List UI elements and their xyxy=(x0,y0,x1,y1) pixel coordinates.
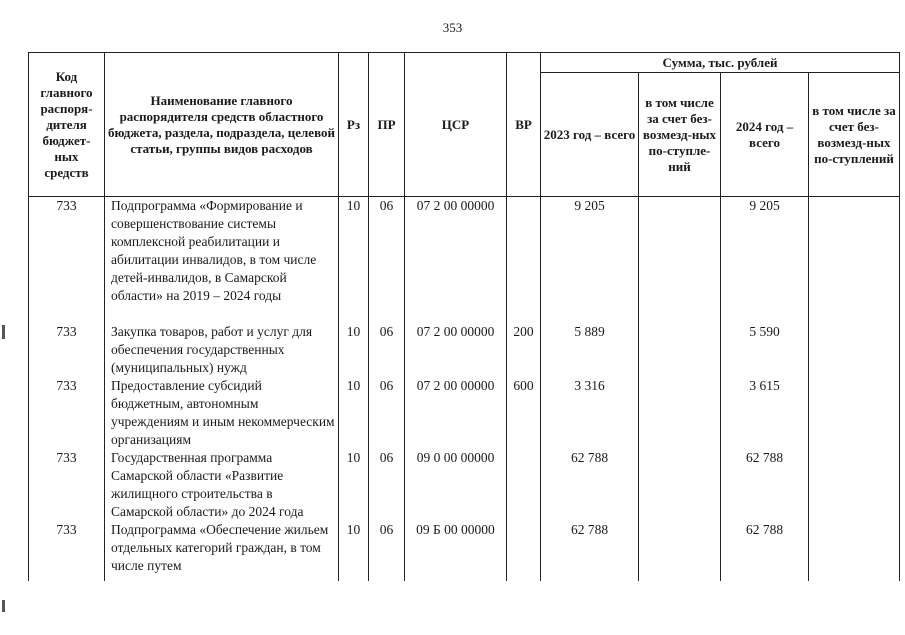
cell-2023-free xyxy=(639,323,721,377)
header-code: Код главного распоря-дителя бюджет-ных средств xyxy=(29,53,105,197)
cell-2023-total: 62 788 xyxy=(541,449,639,521)
cell-rz: 10 xyxy=(339,377,369,449)
header-csr: ЦСР xyxy=(405,53,507,197)
cell-2023-free xyxy=(639,521,721,581)
cell-2023-free xyxy=(639,377,721,449)
cell-2023-total: 5 889 xyxy=(541,323,639,377)
header-2024-free: в том числе за счет без-возмезд-ных по-ступлений xyxy=(809,73,900,197)
cell-2023-free xyxy=(639,197,721,323)
header-rz: Рз xyxy=(339,53,369,197)
cell-csr: 07 2 00 00000 xyxy=(405,323,507,377)
scan-mark xyxy=(2,600,5,612)
cell-2023-total: 62 788 xyxy=(541,521,639,581)
cell-2024-free xyxy=(809,377,900,449)
cell-2024-total: 3 615 xyxy=(721,377,809,449)
header-2023-total: 2023 год – всего xyxy=(541,73,639,197)
header-vr: ВР xyxy=(507,53,541,197)
cell-2024-total: 5 590 xyxy=(721,323,809,377)
cell-code: 733 xyxy=(29,323,105,377)
budget-table xyxy=(28,52,900,581)
table-row xyxy=(29,377,900,449)
cell-2024-free xyxy=(809,323,900,377)
page-number: 353 xyxy=(442,20,463,35)
cell-name: Государственная программа Самарской области «Развитие жилищного строительства в Самарской области» до 2024 года xyxy=(105,449,339,521)
cell-2023-total: 9 205 xyxy=(541,197,639,323)
cell-rz: 10 xyxy=(339,449,369,521)
cell-pr: 06 xyxy=(369,197,405,323)
cell-2023-free xyxy=(639,449,721,521)
cell-csr: 07 2 00 00000 xyxy=(405,197,507,323)
cell-code: 733 xyxy=(29,197,105,323)
cell-vr xyxy=(507,449,541,521)
cell-2024-free xyxy=(809,521,900,581)
table-row xyxy=(29,197,900,323)
header-sum: Сумма, тыс. рублей xyxy=(541,53,900,73)
scan-mark xyxy=(2,325,5,339)
cell-2024-free xyxy=(809,197,900,323)
cell-name: Предоставление субсидий бюджетным, автономным учреждениям и иным некоммерческим организациям xyxy=(105,377,339,449)
table-row xyxy=(29,449,900,521)
cell-csr: 09 0 00 00000 xyxy=(405,449,507,521)
table-row xyxy=(29,521,900,581)
cell-vr xyxy=(507,197,541,323)
cell-vr: 200 xyxy=(507,323,541,377)
cell-csr: 07 2 00 00000 xyxy=(405,377,507,449)
header-name: Наименование главного распорядителя средств областного бюджета, раздела, подраздела, целевой статьи, группы видов расходов xyxy=(105,53,339,197)
header-2024-total: 2024 год – всего xyxy=(721,73,809,197)
header-2023-free: в том числе за счет без-возмезд-ных по-ступле-ний xyxy=(639,73,721,197)
cell-pr: 06 xyxy=(369,323,405,377)
header-pr: ПР xyxy=(369,53,405,197)
cell-csr: 09 Б 00 00000 xyxy=(405,521,507,581)
cell-name: Подпрограмма «Обеспечение жильем отдельных категорий граждан, в том числе путем xyxy=(105,521,339,581)
cell-pr: 06 xyxy=(369,521,405,581)
cell-pr: 06 xyxy=(369,449,405,521)
cell-code: 733 xyxy=(29,521,105,581)
cell-pr: 06 xyxy=(369,377,405,449)
cell-2024-total: 62 788 xyxy=(721,449,809,521)
cell-name: Закупка товаров, работ и услуг для обеспечения государственных (муниципальных) нужд xyxy=(105,323,339,377)
cell-rz: 10 xyxy=(339,323,369,377)
cell-rz: 10 xyxy=(339,521,369,581)
cell-code: 733 xyxy=(29,449,105,521)
cell-rz: 10 xyxy=(339,197,369,323)
cell-2024-total: 62 788 xyxy=(721,521,809,581)
cell-vr: 600 xyxy=(507,377,541,449)
cell-name: Подпрограмма «Формирование и совершенствование системы комплексной реабилитации и абилитации инвалидов, в том числе детей-инвалидов, в Самарской области» на 2019 – 2024 годы xyxy=(105,197,339,323)
cell-code: 733 xyxy=(29,377,105,449)
table-row xyxy=(29,323,900,377)
cell-2024-free xyxy=(809,449,900,521)
cell-2023-total: 3 316 xyxy=(541,377,639,449)
cell-2024-total: 9 205 xyxy=(721,197,809,323)
cell-vr xyxy=(507,521,541,581)
